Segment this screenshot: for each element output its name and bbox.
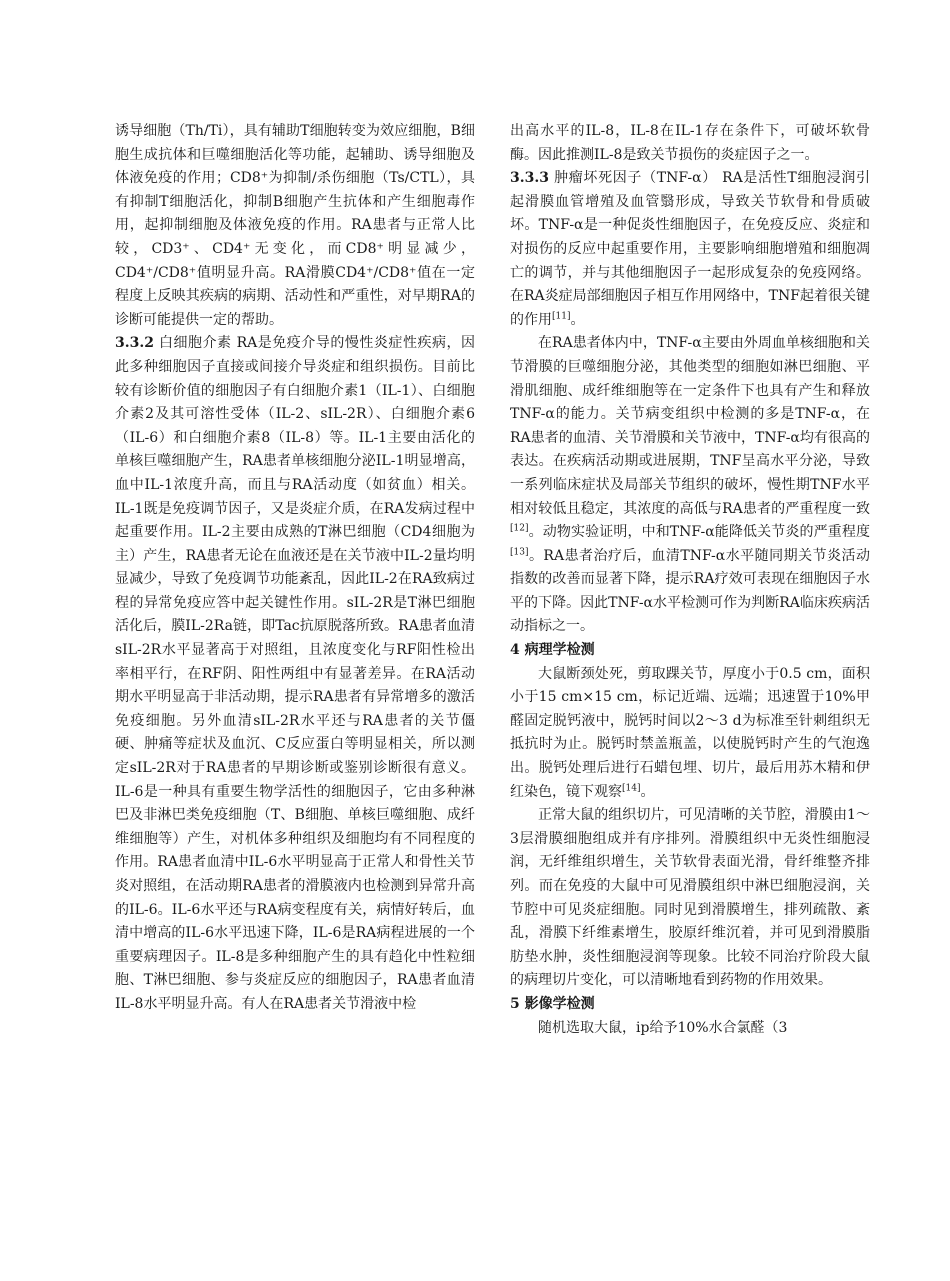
citation: [14] [622,782,641,793]
paragraph-cd-cells: 诱导细胞（Th/Ti），具有辅助T细胞转变为效应细胞，B细胞生成抗体和巨噬细胞活化等功能，起辅助、诱导细胞及体液免疫的作用；CD8⁺为抑制/杀伤细胞（Ts/CTL），具有抑制T细胞活化，抑制B细胞产生抗体和产生细胞毒作用，起抑制细胞及体液免疫的作用。RA患者与正常人比较，CD3⁺、CD4⁺无变化，而CD8⁺明显减少，CD4⁺/CD8⁺值明显升高。RA滑膜CD4⁺/CD8⁺值在一定程度上反映其疾病的病期、活动性和严重性，对早期RA的诊断可能提供一定的帮助。 [115,123,475,328]
paragraph-imaging: 随机选取大鼠，ip给予10%水合氯醛（3 [538,1019,788,1036]
citation: [13] [510,547,529,558]
text: 大鼠断颈处死，剪取踝关节，厚度小于0.5 cm，面积小于15 cm×15 cm，标记近端、远端；迅速置于10%甲醛固定脱钙液中，脱钙时间以2～3 d为标准至针刺组织无抵抗时为止。脱钙时禁盖瓶盖，以使脱钙时产生的气泡逸出。脱钙处理后进行石蜡包埋、切片，最后用苏木精和伊红染色，镜下观察 [510,665,870,800]
page [115,120,870,1240]
text: 。动物实验证明，中和TNF-α能降低关节炎的严重程度 [528,524,870,541]
section-3-3-2 [115,332,475,1016]
section-3-3-3 [510,167,870,332]
section-body: RA是免疫介导的慢性炎症性疾病，因此多种细胞因子直接或间接介导炎症和组织损伤。目前比较有诊断价值的细胞因子有白细胞介素1（IL-1）、白细胞介素2及其可溶性受体（IL-2、sIL-2R）、白细胞介素6（IL-6）和白细胞介素8（IL-8）等。IL-1主要由活化的单核巨噬细胞产生，RA患者单核细胞分泌IL-1明显增高，血中IL-1浓度升高，而且与RA活动度（如贫血）相关。IL-1既是免疫调节因子，又是炎症介质，在RA发病过程中起重要作用。IL-2主要由成熟的T淋巴细胞（CD4细胞为主）产生，RA患者无论在血液还是在关节液中IL-2量均明显减少，导致了免疫调节功能紊乱，因此IL-2在RA致病过程的异常免疫应答中起关键性作用。sIL-2R是T淋巴细胞活化后，膜IL-2Ra链，即Tac抗原脱落所致。RA患者血清sIL-2R水平显著高于对照组，且浓度变化与RF阳性检出率相平行，在RF阴、阳性两组中有显著差异。在RA活动期水平明显高于非活动期，提示RA患者有异常增多的激活免疫细胞。另外血清sIL-2R水平还与RA患者的关节僵硬、肿痛等症状及血沉、C反应蛋白等明显相关，所以测定sIL-2R对于RA患者的早期诊断或鉴别诊断很有意义。IL-6是一种具有重要生物学活性的细胞因子，它由多种淋巴及非淋巴类免疫细胞（T、B细胞、单核巨噬细胞、成纤维细胞等）产生，对机体多种组织及细胞均有不同程度的作用。RA患者血清中IL-6水平明显高于正常人和骨性关节炎对照组，在活动期RA患者的滑膜液内也检测到异常升高的IL-6。IL-6水平还与RA病变程度有关，病情好转后，血清中增高的IL-6水平迅速下降，IL-6是RA病程进展的一个重要病理因子。IL-8是多种细胞产生的具有趋化中性粒细胞、T淋巴细胞、参与炎症反应的细胞因子，RA患者血清IL-8水平明显升高。有人在RA患者关节滑液中检 [115,335,476,1012]
section-body: RA是活性T细胞浸润引起滑膜血管增殖及血管翳形成，导致关节软骨和骨质破坏。TNF-α是一种促炎性细胞因子，在免疫反应、炎症和对损伤的反应中起重要作用，主要影响细胞增殖和细胞凋亡的调节，并与其他细胞因子一起形成复杂的免疫网络。在RA炎症局部细胞因子相互作用网络中，TNF起着很关键的作用 [510,170,871,328]
section-title: 肿瘤坏死因子（TNF-α） [554,170,717,187]
text: 在RA患者体内中，TNF-α主要由外周血单核细胞和关节滑膜的巨噬细胞分泌，其他类型的细胞如淋巴细胞、平滑肌细胞、成纤维细胞等在一定条件下也具有产生和释放TNF-α的能力。关节病变组织中检测的多是TNF-α，在RA患者的血清、关节滑膜和关节液中，TNF-α均有很高的表达。在疾病活动期或进展期，TNF呈高水平分泌，导致一系列临床症状及局部关节组织的破坏，慢性期TNF水平相对较低且稳定，其浓度的高低与RA患者的严重程度一致 [510,335,870,517]
paragraph-pathology-results: 正常大鼠的组织切片，可见清晰的关节腔，滑膜由1～3层滑膜细胞组成并有序排列。滑膜组织中无炎性细胞浸润，无纤维组织增生，关节软骨表面光滑，骨纤维整齐排列。而在免疫的大鼠中可见滑膜组织中淋巴细胞浸润，关节腔中可见炎症细胞。同时见到滑膜增生，排列疏散、紊乱，滑膜下纤维素增生，胶原纤维沉着，并可见到滑膜脂肪垫水肿，炎性细胞浸润等现象。比较不同治疗阶段大鼠的病理切片变化，可以清晰地看到药物的作用效果。 [510,807,870,989]
citation: [12] [510,523,529,534]
section-number: 3.3.3 [510,170,549,187]
heading-imaging: 5 影像学检测 [510,995,595,1012]
text: 。RA患者治疗后，血清TNF-α水平随同期关节炎活动指数的改善而显著下降，提示RA疗效可表现在细胞因子水平的下降。因此TNF-α水平检测可作为判断RA临床疾病活动指标之一。 [510,547,870,635]
paragraph-tnf [510,332,870,639]
left-column [115,120,475,1240]
paragraph-il8-continued: 出高水平的IL-8，IL-8在IL-1存在条件下，可破坏软骨酶。因此推测IL-8是致关节损伤的炎症因子之一。 [510,123,870,163]
heading-pathology: 4 病理学检测 [510,642,595,659]
section-body-end: 。 [570,311,585,328]
section-title: 白细胞介素 [158,335,232,352]
right-column [510,120,870,1240]
paragraph-pathology-method [510,663,870,805]
text: 。 [640,783,655,800]
section-number: 3.3.2 [115,335,154,352]
citation: [11] [552,311,571,322]
